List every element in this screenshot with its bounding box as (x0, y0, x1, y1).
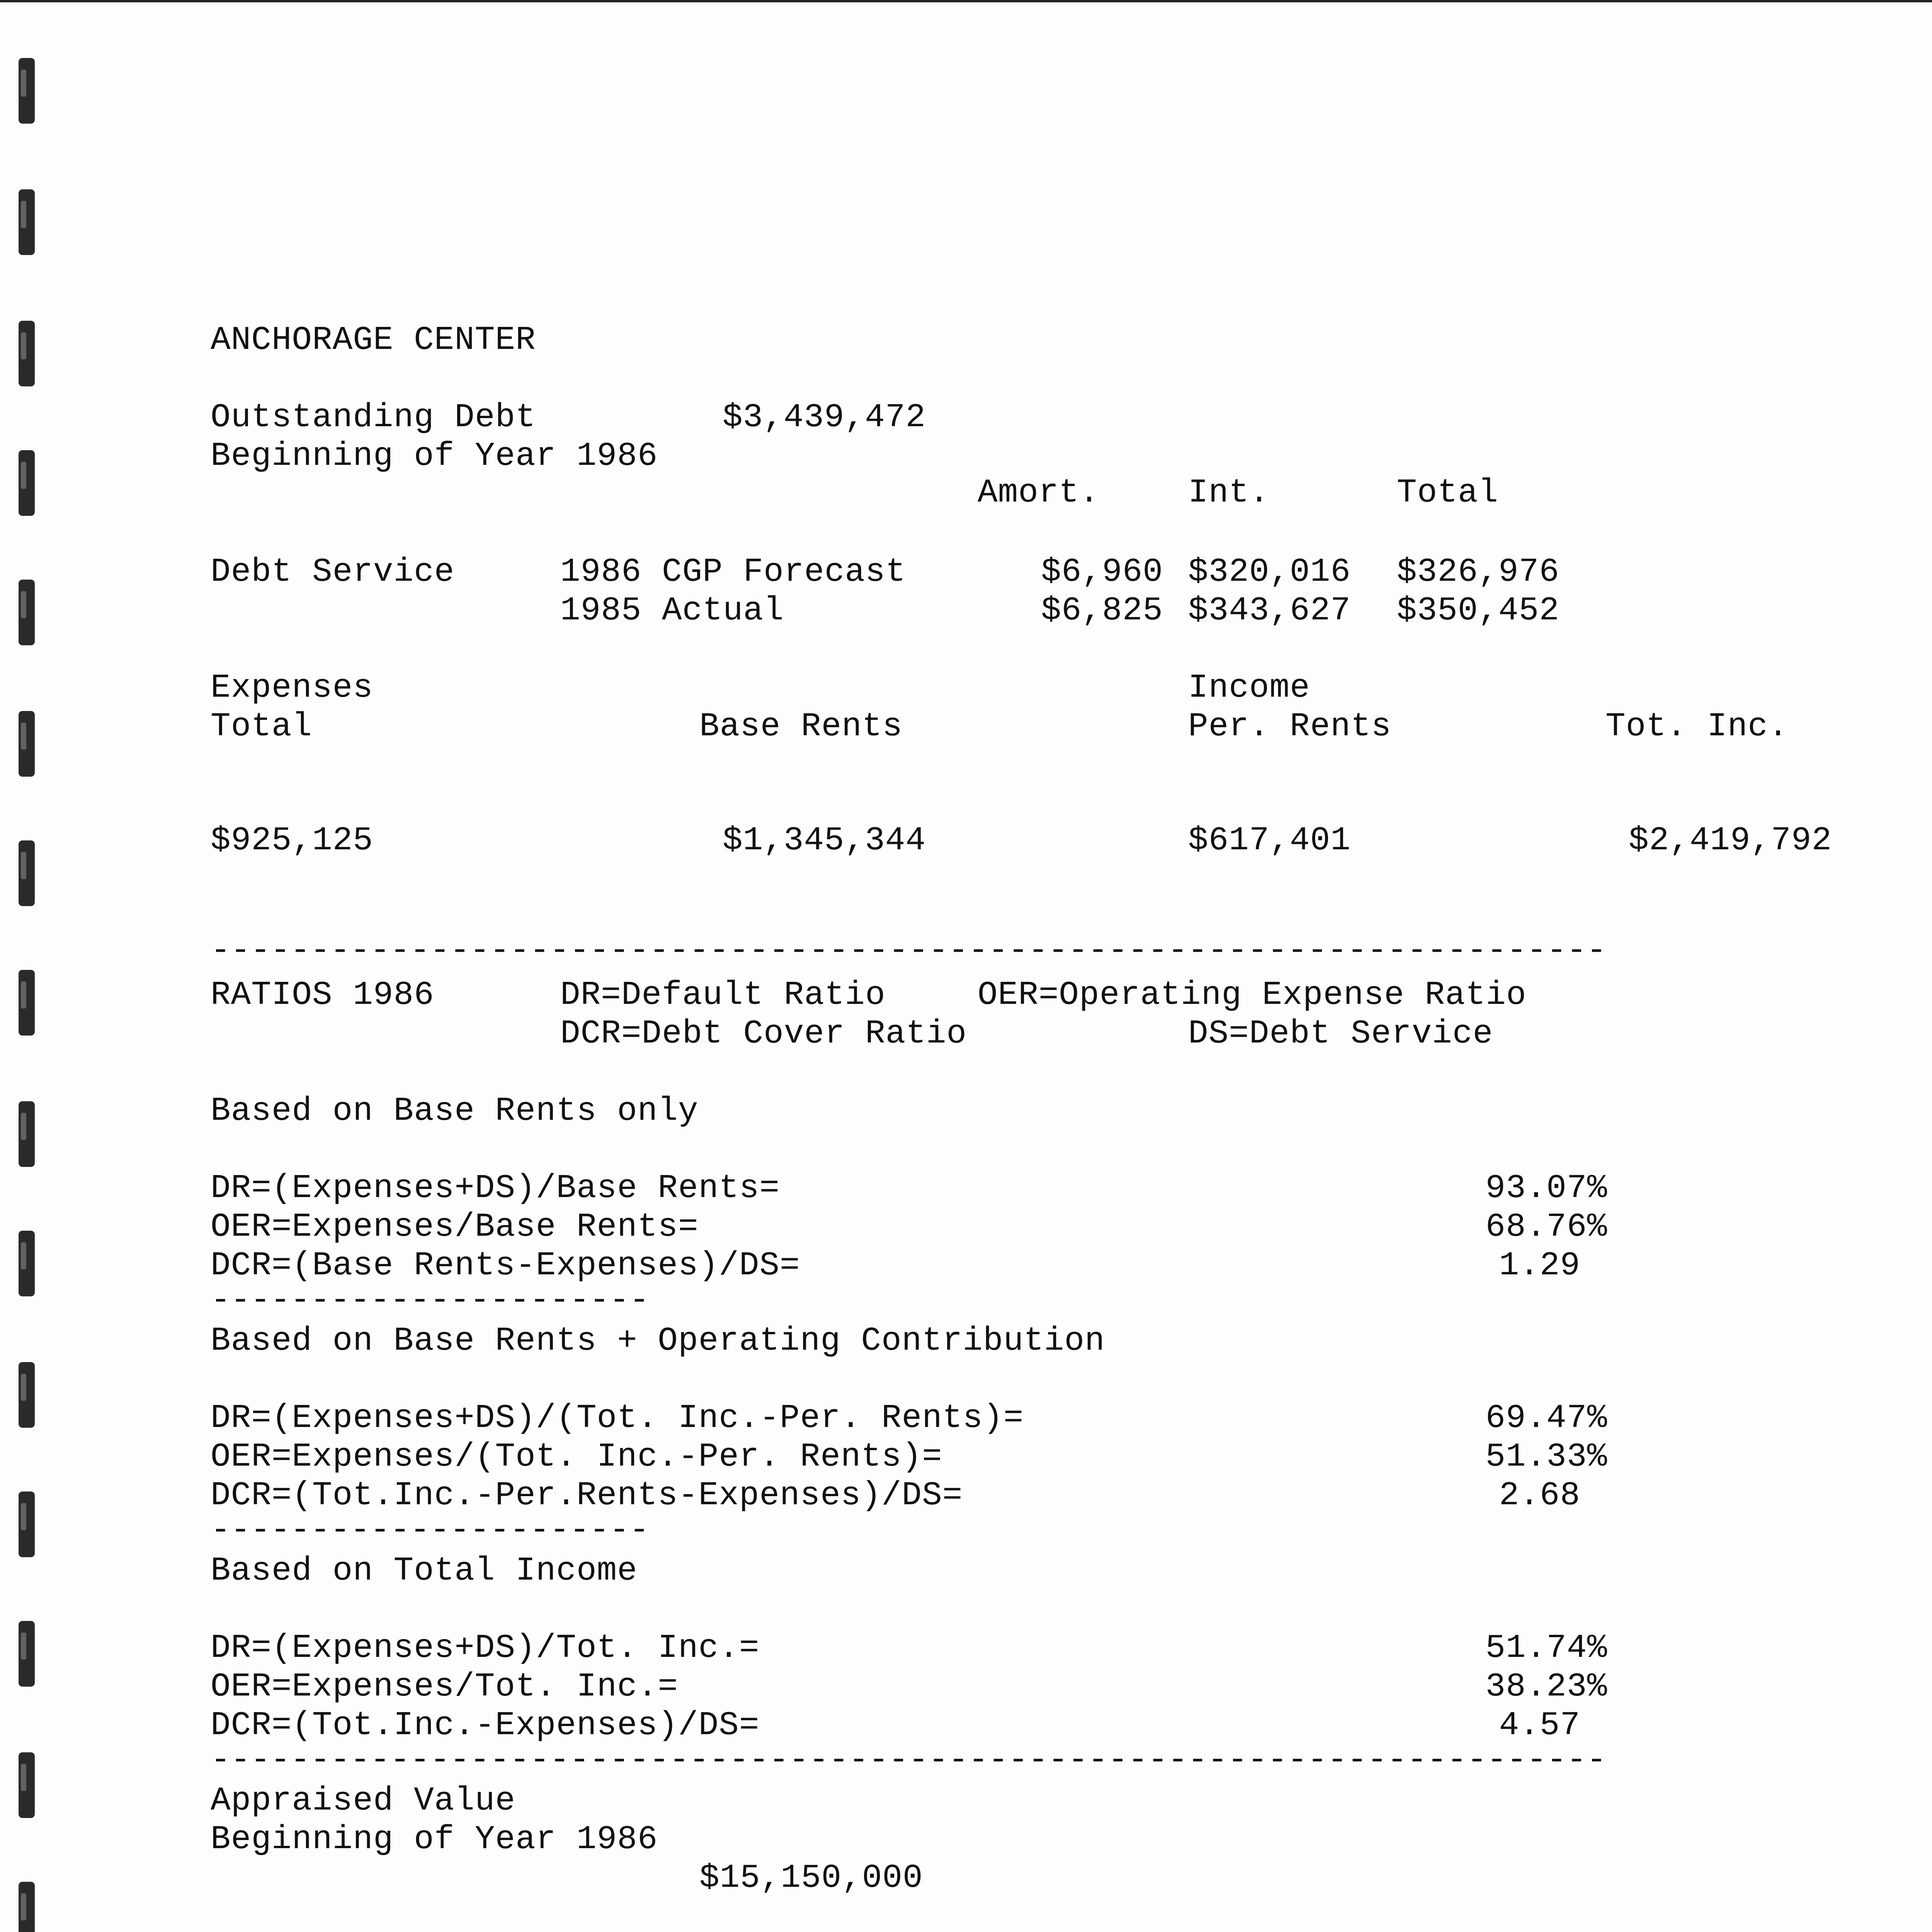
outstanding-debt-label: Outstanding Debt (211, 398, 536, 436)
ratio-formula: DCR=(Tot.Inc.-Per.Rents-Expenses)/DS= (211, 1476, 963, 1514)
binder-hole-icon (19, 58, 35, 124)
ratios-heading: RATIOS 1986 (211, 976, 434, 1014)
ratio-formula: OER=Expenses/Tot. Inc.= (211, 1668, 678, 1706)
binder-hole-icon (19, 580, 35, 645)
ratio-value: 38.23% (1485, 1668, 1607, 1706)
ratio-section-heading: Based on Total Income (211, 1552, 638, 1590)
outstanding-debt-value: $3,439,472 (723, 398, 926, 436)
ratio-definition: OER=Operating Expense Ratio (978, 976, 1527, 1014)
ratio-definition: DCR=Debt Cover Ratio (560, 1015, 967, 1053)
int-header: Int. (1188, 474, 1270, 512)
total-header: Total (1397, 474, 1499, 512)
binder-hole-icon (19, 321, 35, 386)
expenses-value: $925,125 (211, 821, 373, 859)
ratio-value: 1.29 (1499, 1247, 1580, 1284)
binder-hole-icon (19, 840, 35, 906)
debt-row-amort: $6,960 (1041, 553, 1163, 591)
page-title: ANCHORAGE CENTER (211, 321, 536, 359)
binder-hole-icon (19, 1621, 35, 1687)
expenses-header: Expenses (211, 669, 373, 707)
ratio-formula: OER=Expenses/Base Rents= (211, 1208, 699, 1246)
amort-header: Amort. (978, 474, 1100, 512)
separator: ---------------------------------------------------------------------- (211, 932, 1607, 969)
debt-row-int: $343,627 (1188, 592, 1351, 629)
per-rents-value: $617,401 (1188, 821, 1351, 859)
binder-hole-icon (19, 970, 35, 1036)
ratio-formula: DR=(Expenses+DS)/Base Rents= (211, 1169, 780, 1207)
appraised-value: $15,150,000 (699, 1859, 923, 1897)
binder-hole-icon (19, 1101, 35, 1167)
ratio-formula: OER=Expenses/(Tot. Inc.-Per. Rents)= (211, 1438, 942, 1476)
separator: ---------------------- (211, 1511, 650, 1549)
binder-hole-icon (19, 189, 35, 255)
appraised-value-sublabel: Beginning of Year 1986 (211, 1820, 658, 1858)
debt-row-label: 1986 CGP Forecast (560, 553, 906, 591)
per-rents-header: Per. Rents (1188, 707, 1392, 745)
expenses-total-header: Total (211, 707, 313, 745)
ratio-definition: DS=Debt Service (1188, 1015, 1493, 1053)
tot-inc-header: Tot. Inc. (1605, 707, 1789, 745)
binder-hole-icon (19, 1492, 35, 1557)
ratio-formula: DCR=(Base Rents-Expenses)/DS= (211, 1247, 800, 1284)
base-rents-header: Base Rents (699, 707, 903, 745)
debt-row-total: $326,976 (1397, 553, 1560, 591)
ratio-section-heading: Based on Base Rents only (211, 1092, 699, 1130)
ratio-value: 69.47% (1485, 1399, 1607, 1437)
separator: ---------------------- (211, 1281, 650, 1319)
ratio-formula: DCR=(Tot.Inc.-Expenses)/DS= (211, 1706, 760, 1744)
debt-row-label: 1985 Actual (560, 592, 784, 629)
outstanding-debt-sublabel: Beginning of Year 1986 (211, 437, 658, 475)
ratio-section-heading: Based on Base Rents + Operating Contribution (211, 1322, 1105, 1360)
ratio-value: 51.33% (1485, 1438, 1607, 1476)
base-rents-value: $1,345,344 (723, 821, 926, 859)
income-header: Income (1188, 669, 1310, 707)
debt-row-amort: $6,825 (1041, 592, 1163, 629)
ratio-formula: DR=(Expenses+DS)/Tot. Inc.= (211, 1629, 760, 1667)
binder-hole-icon (19, 711, 35, 777)
ratio-value: 93.07% (1485, 1169, 1607, 1207)
debt-row-total: $350,452 (1397, 592, 1560, 629)
appraised-value-label: Appraised Value (211, 1782, 516, 1820)
ratio-value: 68.76% (1485, 1208, 1607, 1246)
debt-service-label: Debt Service (211, 553, 455, 591)
ratio-formula: DR=(Expenses+DS)/(Tot. Inc.-Per. Rents)= (211, 1399, 1024, 1437)
ratio-value: 51.74% (1485, 1629, 1607, 1667)
binder-hole-icon (19, 1231, 35, 1296)
ratio-value: 2.68 (1499, 1476, 1580, 1514)
binder-hole-icon (19, 450, 35, 516)
binder-hole-icon (19, 1882, 35, 1932)
debt-row-int: $320,016 (1188, 553, 1351, 591)
separator: ---------------------------------------------------------------------- (211, 1741, 1607, 1779)
ratio-definition: DR=Default Ratio (560, 976, 886, 1014)
binder-hole-icon (19, 1362, 35, 1428)
ratio-value: 4.57 (1499, 1706, 1580, 1744)
tot-inc-value: $2,419,792 (1629, 821, 1832, 859)
binder-hole-icon (19, 1752, 35, 1818)
top-border (0, 0, 1932, 2)
